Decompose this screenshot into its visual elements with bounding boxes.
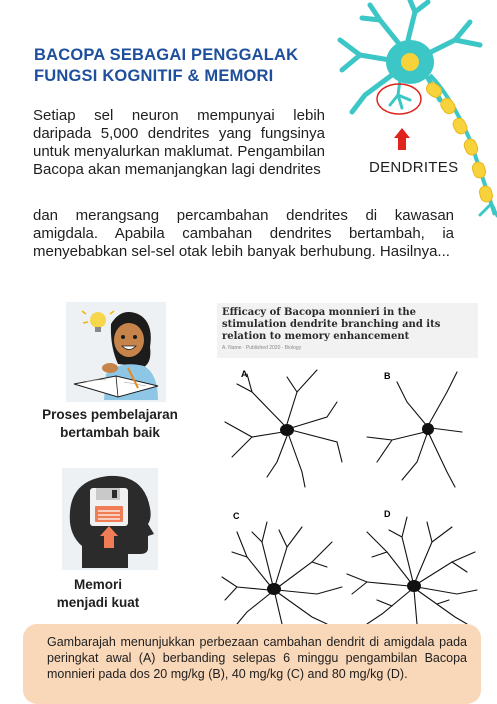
head-save-icon <box>62 468 158 570</box>
dendrite-panels <box>217 362 479 624</box>
page-title <box>34 45 334 87</box>
study-title: Efficacy of Bacopa monnieri in the stimulation dendrite branching and its relation to memory enhancement <box>222 307 441 342</box>
neuron-illustration <box>330 0 497 220</box>
title-line-2: FUNGSI KOGNITIF & MEMORI <box>34 67 274 85</box>
student-lightbulb-icon <box>66 302 166 402</box>
study-header <box>217 303 478 358</box>
benefit-memory-caption <box>30 576 166 612</box>
study-meta: A. Name · Published 2020 · Biology <box>222 345 302 351</box>
benefit-memory-line-2: menjadi kuat <box>56 595 140 610</box>
panel-label-a: A <box>241 369 248 379</box>
body-paragraph: dan merangsang percambahan dendrites di kawasan amigdala. Apabila cambahan dendrites bertambah, ia menyebabkan sel-sel otak lebih banyak berhubung. Hasilnya... <box>33 207 454 260</box>
benefit-learning-caption <box>25 406 195 442</box>
caption-text: Gambarajah menunjukkan perbezaan cambahan dendrit di amigdala pada peringkat awal (A) berbanding selepas 6 minggu pengambilan Bacopa monnieri pada dos 20 mg/kg (B), 40 mg/kg (C) and 80 mg/kg (D). <box>47 635 467 681</box>
intro-paragraph: Setiap sel neuron mempunyai lebih daripada 5,000 dendrites yang fungsinya untuk menyalurkan maklumat. Pengambilan Bacopa akan memanjangkan lagi dendrites <box>33 107 325 178</box>
dendrites-label: DENDRITES <box>369 159 459 176</box>
benefit-learning-line-1: Proses pembelajaran <box>42 407 178 422</box>
benefit-memory-line-1: Memori <box>73 577 122 592</box>
benefit-learning-line-2: bertambah baik <box>60 425 160 440</box>
caption-box <box>23 624 481 704</box>
panel-label-c: C <box>233 511 240 521</box>
title-line-1: BACOPA SEBAGAI PENGGALAK <box>34 46 299 64</box>
panel-label-d: D <box>384 509 391 519</box>
panel-label-b: B <box>384 371 391 381</box>
